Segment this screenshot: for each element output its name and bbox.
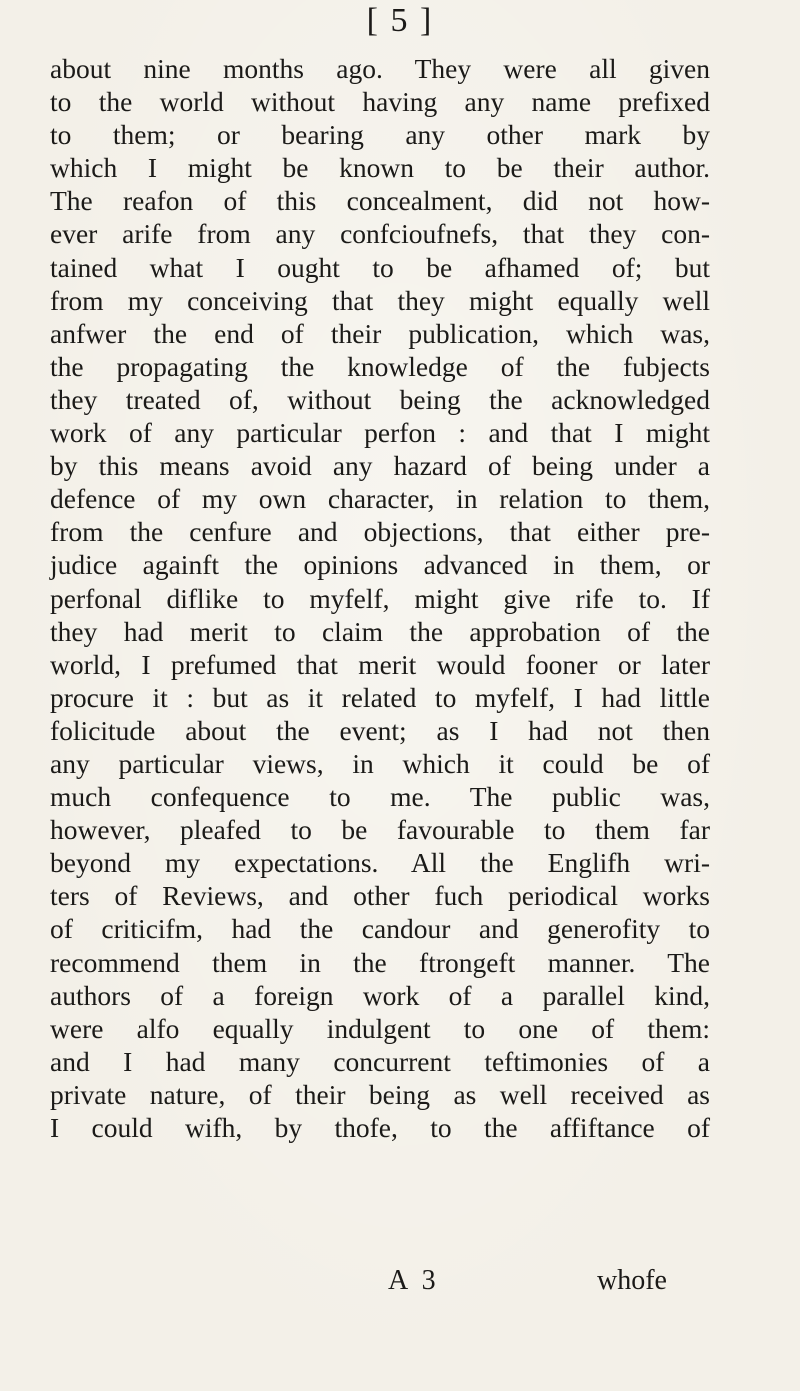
text-line: were alfo equally indulgent to one of them:	[50, 1012, 710, 1044]
text-line: any particular views, in which it could be of	[50, 747, 710, 779]
text-line: which I might be known to be their author.	[50, 152, 710, 184]
text-line: by this means avoid any hazard of being under a	[50, 450, 710, 482]
text-line: procure it : but as it related to myfelf, I had little	[50, 681, 710, 713]
text-line: world, I prefumed that merit would fooner or later	[50, 648, 710, 680]
text-line: however, pleafed to be favourable to them far	[50, 814, 710, 846]
text-line: ever arife from any confcioufnefs, that they con-	[50, 218, 710, 250]
text-line: beyond my expectations. All the Englifh wri-	[50, 847, 710, 879]
text-line: defence of my own character, in relation to them,	[50, 483, 710, 515]
signature-mark: A 3	[388, 1265, 440, 1296]
text-line: judice againft the opinions advanced in them, or	[50, 549, 710, 581]
text-line: private nature, of their being as well received as	[50, 1078, 710, 1110]
text-line: and I had many concurrent teftimonies of a	[50, 1045, 710, 1077]
text-line: of criticifm, had the candour and generofity to	[50, 913, 710, 945]
text-line: I could wifh, by thofe, to the affiftance of	[50, 1112, 710, 1143]
text-line: the propagating the knowledge of the fubjects	[50, 350, 710, 382]
text-line: anfwer the end of their publication, which was,	[50, 317, 710, 349]
text-line: recommend them in the ftrongeft manner. The	[50, 946, 710, 978]
text-line: much confequence to me. The public was,	[50, 781, 710, 813]
text-line: work of any particular perfon : and that I might	[50, 417, 710, 449]
text-line: folicitude about the event; as I had not then	[50, 714, 710, 746]
text-line: from the cenfure and objections, that either pre-	[50, 516, 710, 548]
text-line: The reafon of this concealment, did not how-	[50, 185, 710, 217]
text-line: to them; or bearing any other mark by	[50, 119, 710, 151]
text-line: about nine months ago. They were all given	[50, 53, 710, 84]
page-number: [ 5 ]	[366, 2, 434, 39]
text-line: authors of a foreign work of a parallel kind,	[50, 979, 710, 1011]
page-footer	[0, 1265, 800, 1301]
text-line: to the world without having any name prefixed	[50, 86, 710, 118]
text-line: they had merit to claim the approbation of the	[50, 615, 710, 647]
catchword: whofe	[597, 1265, 667, 1296]
text-line: perfonal diflike to myfelf, might give rife to. If	[50, 582, 710, 614]
text-line: tained what I ought to be afhamed of; but	[50, 251, 710, 283]
text-line: they treated of, without being the acknowledged	[50, 383, 710, 415]
text-line: ters of Reviews, and other fuch periodical works	[50, 880, 710, 912]
text-line: from my conceiving that they might equally well	[50, 284, 710, 316]
body-text	[50, 52, 710, 1144]
